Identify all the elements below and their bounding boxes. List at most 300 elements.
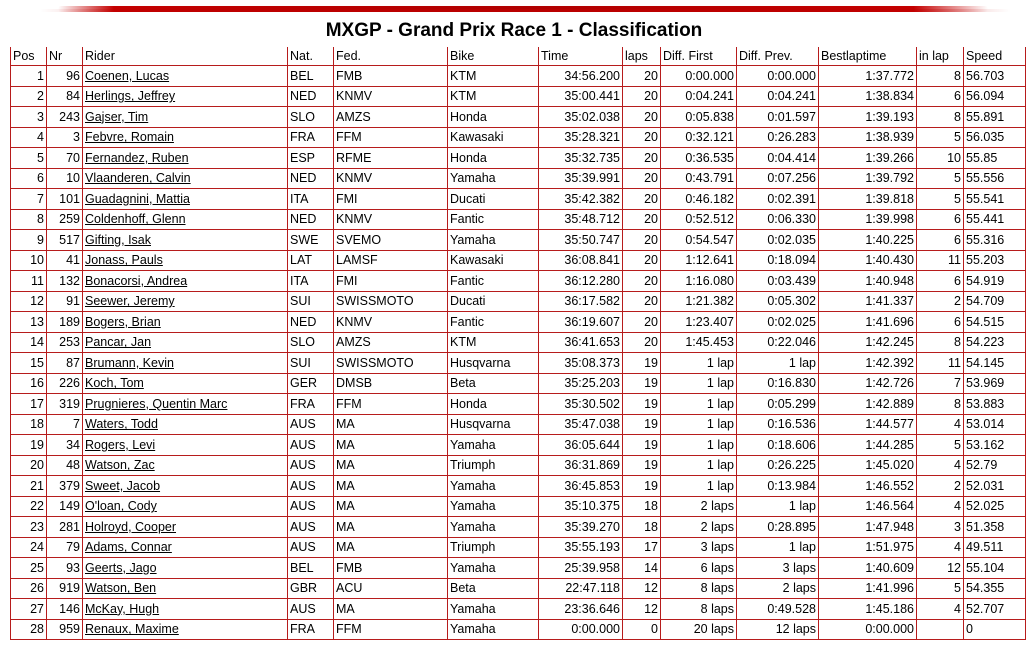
cell-speed: 51.358: [964, 517, 1026, 538]
cell-pos: 25: [11, 558, 47, 579]
cell-laps: 12: [623, 599, 661, 620]
cell-speed: 56.035: [964, 127, 1026, 148]
cell-bestlaptime: 1:51.975: [819, 537, 917, 558]
cell-diff-first: 0:52.512: [661, 209, 737, 230]
cell-nat: FRA: [288, 127, 334, 148]
cell-bestlaptime: 1:42.245: [819, 332, 917, 353]
cell-diff-prev: 0:05.299: [737, 394, 819, 415]
cell-time: 22:47.118: [539, 578, 623, 599]
cell-diff-first: 1:16.080: [661, 271, 737, 292]
cell-time: 23:36.646: [539, 599, 623, 620]
table-row: [11, 599, 1026, 620]
cell-diff-first: 6 laps: [661, 558, 737, 579]
cell-speed: 53.883: [964, 394, 1026, 415]
cell-pos: 14: [11, 332, 47, 353]
cell-speed: 55.441: [964, 209, 1026, 230]
rider-link[interactable]: Brumann, Kevin: [85, 355, 174, 370]
rider-link[interactable]: Renaux, Maxime: [85, 622, 179, 637]
cell-speed: 0: [964, 619, 1026, 640]
table-row: [11, 455, 1026, 476]
cell-diff-prev: 1 lap: [737, 537, 819, 558]
cell-fed: AMZS: [334, 332, 448, 353]
cell-diff-first: 1 lap: [661, 373, 737, 394]
cell-speed: 53.969: [964, 373, 1026, 394]
cell-diff-prev: 0:01.597: [737, 107, 819, 128]
header-brush-stroke: [0, 0, 1028, 14]
cell-fed: FFM: [334, 394, 448, 415]
cell-diff-first: 0:32.121: [661, 127, 737, 148]
cell-rider[interactable]: [83, 435, 288, 456]
cell-rider[interactable]: [83, 230, 288, 251]
cell-nr: 146: [47, 599, 83, 620]
col-header-bike: Bike: [448, 47, 539, 66]
cell-in-lap: 5: [917, 127, 964, 148]
cell-rider[interactable]: [83, 455, 288, 476]
cell-laps: 20: [623, 209, 661, 230]
cell-fed: SWISSMOTO: [334, 291, 448, 312]
rider-link[interactable]: Gajser, Tim: [85, 109, 149, 124]
cell-in-lap: 2: [917, 291, 964, 312]
col-header-diff-prev: Diff. Prev.: [737, 47, 819, 66]
cell-pos: 4: [11, 127, 47, 148]
table-row: [11, 271, 1026, 292]
table-row: [11, 250, 1026, 271]
cell-diff-prev: 1 lap: [737, 496, 819, 517]
cell-laps: 19: [623, 414, 661, 435]
cell-laps: 20: [623, 271, 661, 292]
cell-diff-prev: 0:26.225: [737, 455, 819, 476]
cell-laps: 20: [623, 86, 661, 107]
cell-nr: 93: [47, 558, 83, 579]
cell-time: 36:19.607: [539, 312, 623, 333]
rider-link[interactable]: Watson, Zac: [85, 458, 155, 473]
rider-link[interactable]: McKay, Hugh: [85, 601, 160, 616]
cell-nr: 919: [47, 578, 83, 599]
cell-pos: 28: [11, 619, 47, 640]
cell-fed: MA: [334, 496, 448, 517]
cell-diff-first: 3 laps: [661, 537, 737, 558]
cell-rider[interactable]: [83, 66, 288, 87]
cell-speed: 53.014: [964, 414, 1026, 435]
cell-bike: Yamaha: [448, 168, 539, 189]
cell-bestlaptime: 1:46.552: [819, 476, 917, 497]
rider-link[interactable]: Seewer, Jeremy: [85, 294, 175, 309]
cell-bike: Fantic: [448, 271, 539, 292]
table-row: [11, 373, 1026, 394]
cell-nr: 132: [47, 271, 83, 292]
cell-pos: 5: [11, 148, 47, 169]
col-header-rider: Rider: [83, 47, 288, 66]
rider-link[interactable]: Coenen, Lucas: [85, 68, 170, 83]
cell-nat: SUI: [288, 353, 334, 374]
cell-pos: 2: [11, 86, 47, 107]
cell-laps: 20: [623, 291, 661, 312]
cell-diff-prev: 0:06.330: [737, 209, 819, 230]
cell-nr: 34: [47, 435, 83, 456]
cell-speed: 56.703: [964, 66, 1026, 87]
col-header-nat: Nat.: [288, 47, 334, 66]
cell-nr: 41: [47, 250, 83, 271]
cell-rider[interactable]: [83, 250, 288, 271]
cell-speed: 55.203: [964, 250, 1026, 271]
rider-link[interactable]: Sweet, Jacob: [85, 478, 161, 493]
cell-diff-prev: 0:07.256: [737, 168, 819, 189]
cell-nr: 48: [47, 455, 83, 476]
table-row: [11, 312, 1026, 333]
cell-fed: MA: [334, 537, 448, 558]
rider-link[interactable]: Adams, Connar: [85, 540, 172, 555]
cell-time: 0:00.000: [539, 619, 623, 640]
cell-time: 36:31.869: [539, 455, 623, 476]
cell-diff-first: 2 laps: [661, 496, 737, 517]
cell-fed: KNMV: [334, 168, 448, 189]
table-row: [11, 86, 1026, 107]
cell-rider[interactable]: [83, 558, 288, 579]
cell-speed: 52.79: [964, 455, 1026, 476]
cell-diff-first: 1 lap: [661, 435, 737, 456]
cell-bestlaptime: 1:40.225: [819, 230, 917, 251]
cell-in-lap: 10: [917, 148, 964, 169]
rider-link[interactable]: Koch, Tom: [85, 376, 144, 391]
cell-bike: Triumph: [448, 455, 539, 476]
cell-pos: 16: [11, 373, 47, 394]
cell-nat: ITA: [288, 189, 334, 210]
cell-laps: 20: [623, 230, 661, 251]
cell-diff-prev: 2 laps: [737, 578, 819, 599]
cell-nat: BEL: [288, 66, 334, 87]
cell-nr: 379: [47, 476, 83, 497]
cell-in-lap: 4: [917, 496, 964, 517]
rider-link[interactable]: Bonacorsi, Andrea: [85, 273, 188, 288]
cell-diff-prev: 0:26.283: [737, 127, 819, 148]
rider-link[interactable]: Guadagnini, Mattia: [85, 191, 190, 206]
cell-in-lap: 5: [917, 578, 964, 599]
cell-diff-first: 1 lap: [661, 353, 737, 374]
cell-bike: KTM: [448, 66, 539, 87]
cell-diff-first: 1 lap: [661, 455, 737, 476]
cell-speed: 54.515: [964, 312, 1026, 333]
cell-diff-prev: 0:00.000: [737, 66, 819, 87]
cell-fed: MA: [334, 455, 448, 476]
rider-link[interactable]: O'loan, Cody: [85, 499, 157, 514]
rider-link[interactable]: Rogers, Levi: [85, 437, 156, 452]
table-row: [11, 537, 1026, 558]
cell-laps: 20: [623, 332, 661, 353]
cell-nr: 517: [47, 230, 83, 251]
table-row: [11, 414, 1026, 435]
cell-diff-first: 0:36.535: [661, 148, 737, 169]
cell-laps: 20: [623, 107, 661, 128]
cell-bestlaptime: 1:46.564: [819, 496, 917, 517]
cell-diff-prev: 0:02.025: [737, 312, 819, 333]
cell-laps: 20: [623, 189, 661, 210]
cell-diff-first: 1:21.382: [661, 291, 737, 312]
cell-nat: AUS: [288, 435, 334, 456]
cell-bike: KTM: [448, 86, 539, 107]
table-row: [11, 496, 1026, 517]
rider-link[interactable]: Fernandez, Ruben: [85, 150, 189, 165]
cell-diff-prev: 0:04.241: [737, 86, 819, 107]
rider-link[interactable]: Waters, Todd: [85, 417, 158, 432]
cell-time: 34:56.200: [539, 66, 623, 87]
cell-fed: FFM: [334, 619, 448, 640]
cell-in-lap: 4: [917, 537, 964, 558]
cell-nat: FRA: [288, 394, 334, 415]
cell-pos: 26: [11, 578, 47, 599]
rider-link[interactable]: Coldenhoff, Glenn: [85, 212, 186, 227]
cell-pos: 20: [11, 455, 47, 476]
table-row: [11, 578, 1026, 599]
cell-pos: 24: [11, 537, 47, 558]
cell-nr: 319: [47, 394, 83, 415]
table-row: [11, 558, 1026, 579]
cell-nr: 243: [47, 107, 83, 128]
cell-pos: 22: [11, 496, 47, 517]
cell-pos: 7: [11, 189, 47, 210]
cell-diff-first: 0:54.547: [661, 230, 737, 251]
table-row: [11, 230, 1026, 251]
cell-laps: 20: [623, 312, 661, 333]
cell-rider[interactable]: [83, 517, 288, 538]
cell-rider[interactable]: [83, 476, 288, 497]
cell-bestlaptime: 1:40.948: [819, 271, 917, 292]
rider-link[interactable]: Herlings, Jeffrey: [85, 89, 176, 104]
table-row: [11, 189, 1026, 210]
cell-bestlaptime: 1:39.818: [819, 189, 917, 210]
cell-rider[interactable]: [83, 578, 288, 599]
cell-in-lap: 7: [917, 373, 964, 394]
cell-bike: Honda: [448, 107, 539, 128]
cell-in-lap: 6: [917, 209, 964, 230]
cell-nr: 259: [47, 209, 83, 230]
cell-bestlaptime: 1:41.696: [819, 312, 917, 333]
cell-rider[interactable]: [83, 394, 288, 415]
cell-pos: 1: [11, 66, 47, 87]
cell-rider[interactable]: [83, 271, 288, 292]
cell-nat: ITA: [288, 271, 334, 292]
cell-diff-first: 0:05.838: [661, 107, 737, 128]
cell-nr: 226: [47, 373, 83, 394]
cell-in-lap: 3: [917, 517, 964, 538]
cell-rider[interactable]: [83, 189, 288, 210]
cell-in-lap: 6: [917, 312, 964, 333]
rider-link[interactable]: Gifting, Isak: [85, 232, 151, 247]
cell-rider[interactable]: [83, 599, 288, 620]
cell-bike: Triumph: [448, 537, 539, 558]
cell-speed: 54.709: [964, 291, 1026, 312]
cell-bestlaptime: 1:44.577: [819, 414, 917, 435]
cell-time: 36:17.582: [539, 291, 623, 312]
cell-laps: 20: [623, 66, 661, 87]
cell-bike: Fantic: [448, 209, 539, 230]
cell-in-lap: 8: [917, 107, 964, 128]
cell-bike: Yamaha: [448, 619, 539, 640]
cell-bestlaptime: 1:42.726: [819, 373, 917, 394]
cell-in-lap: 6: [917, 230, 964, 251]
cell-time: 35:47.038: [539, 414, 623, 435]
cell-rider[interactable]: [83, 107, 288, 128]
cell-bike: Honda: [448, 394, 539, 415]
cell-diff-first: 1:12.641: [661, 250, 737, 271]
cell-pos: 18: [11, 414, 47, 435]
cell-bike: Yamaha: [448, 599, 539, 620]
cell-nr: 959: [47, 619, 83, 640]
cell-rider[interactable]: [83, 332, 288, 353]
cell-bike: Husqvarna: [448, 414, 539, 435]
cell-diff-first: 2 laps: [661, 517, 737, 538]
cell-time: 36:45.853: [539, 476, 623, 497]
cell-bike: Yamaha: [448, 517, 539, 538]
col-header-diff-first: Diff. First: [661, 47, 737, 66]
cell-diff-prev: 0:16.830: [737, 373, 819, 394]
cell-nr: 281: [47, 517, 83, 538]
table-row: [11, 394, 1026, 415]
cell-laps: 19: [623, 455, 661, 476]
cell-laps: 20: [623, 168, 661, 189]
cell-time: 35:32.735: [539, 148, 623, 169]
table-row: [11, 476, 1026, 497]
cell-rider[interactable]: [83, 414, 288, 435]
cell-speed: 52.707: [964, 599, 1026, 620]
cell-laps: 18: [623, 517, 661, 538]
cell-nat: AUS: [288, 537, 334, 558]
cell-nr: 84: [47, 86, 83, 107]
cell-time: 35:08.373: [539, 353, 623, 374]
cell-fed: MA: [334, 599, 448, 620]
cell-time: 35:02.038: [539, 107, 623, 128]
cell-speed: 49.511: [964, 537, 1026, 558]
cell-fed: MA: [334, 476, 448, 497]
cell-fed: DMSB: [334, 373, 448, 394]
table-row: [11, 127, 1026, 148]
cell-pos: 21: [11, 476, 47, 497]
cell-diff-prev: 0:28.895: [737, 517, 819, 538]
cell-speed: 55.891: [964, 107, 1026, 128]
cell-diff-prev: 0:22.046: [737, 332, 819, 353]
cell-fed: KNMV: [334, 312, 448, 333]
cell-time: 35:39.991: [539, 168, 623, 189]
cell-nat: AUS: [288, 599, 334, 620]
rider-link[interactable]: Geerts, Jago: [85, 560, 157, 575]
cell-speed: 55.316: [964, 230, 1026, 251]
cell-time: 35:28.321: [539, 127, 623, 148]
cell-diff-prev: 1 lap: [737, 353, 819, 374]
cell-time: 35:55.193: [539, 537, 623, 558]
cell-laps: 20: [623, 250, 661, 271]
cell-time: 35:25.203: [539, 373, 623, 394]
cell-nr: 79: [47, 537, 83, 558]
cell-rider[interactable]: [83, 168, 288, 189]
table-row: [11, 353, 1026, 374]
cell-diff-first: 0:04.241: [661, 86, 737, 107]
cell-speed: 55.85: [964, 148, 1026, 169]
cell-diff-prev: 12 laps: [737, 619, 819, 640]
rider-link[interactable]: Holroyd, Cooper: [85, 519, 177, 534]
cell-rider[interactable]: [83, 86, 288, 107]
cell-bestlaptime: 1:41.337: [819, 291, 917, 312]
rider-link[interactable]: Pancar, Jan: [85, 335, 152, 350]
cell-fed: FMI: [334, 271, 448, 292]
cell-nat: AUS: [288, 496, 334, 517]
rider-link[interactable]: Prugnieres, Quentin Marc: [85, 396, 228, 411]
cell-rider[interactable]: [83, 291, 288, 312]
cell-pos: 23: [11, 517, 47, 538]
cell-nr: 189: [47, 312, 83, 333]
cell-bike: Beta: [448, 578, 539, 599]
cell-time: 36:12.280: [539, 271, 623, 292]
cell-time: 35:30.502: [539, 394, 623, 415]
cell-pos: 15: [11, 353, 47, 374]
cell-bike: Yamaha: [448, 435, 539, 456]
cell-bike: Kawasaki: [448, 127, 539, 148]
table-row: [11, 209, 1026, 230]
cell-nr: 87: [47, 353, 83, 374]
table-row: [11, 291, 1026, 312]
cell-laps: 20: [623, 148, 661, 169]
cell-rider[interactable]: [83, 537, 288, 558]
cell-diff-first: 0:43.791: [661, 168, 737, 189]
table-row: [11, 517, 1026, 538]
cell-rider[interactable]: [83, 496, 288, 517]
cell-speed: 52.025: [964, 496, 1026, 517]
cell-nat: ESP: [288, 148, 334, 169]
cell-in-lap: 2: [917, 476, 964, 497]
cell-pos: 27: [11, 599, 47, 620]
cell-laps: 19: [623, 353, 661, 374]
cell-bike: Kawasaki: [448, 250, 539, 271]
cell-rider[interactable]: [83, 127, 288, 148]
cell-speed: 54.145: [964, 353, 1026, 374]
rider-link[interactable]: Watson, Ben: [85, 581, 157, 596]
col-header-pos: Pos: [11, 47, 47, 66]
col-header-time: Time: [539, 47, 623, 66]
cell-diff-first: 1:23.407: [661, 312, 737, 333]
table-row: [11, 107, 1026, 128]
cell-rider[interactable]: [83, 373, 288, 394]
cell-diff-prev: 0:03.439: [737, 271, 819, 292]
cell-diff-prev: 0:16.536: [737, 414, 819, 435]
cell-nat: AUS: [288, 455, 334, 476]
cell-rider[interactable]: [83, 353, 288, 374]
cell-time: 36:05.644: [539, 435, 623, 456]
cell-fed: RFME: [334, 148, 448, 169]
cell-time: 25:39.958: [539, 558, 623, 579]
classification-table: [10, 47, 1026, 640]
cell-pos: 13: [11, 312, 47, 333]
cell-bestlaptime: 1:37.772: [819, 66, 917, 87]
cell-nr: 253: [47, 332, 83, 353]
table-row: [11, 148, 1026, 169]
cell-nat: NED: [288, 209, 334, 230]
cell-pos: 3: [11, 107, 47, 128]
cell-nr: 96: [47, 66, 83, 87]
cell-laps: 14: [623, 558, 661, 579]
cell-nat: NED: [288, 168, 334, 189]
cell-fed: ACU: [334, 578, 448, 599]
cell-bestlaptime: 1:42.392: [819, 353, 917, 374]
rider-link[interactable]: Bogers, Brian: [85, 314, 161, 329]
rider-link[interactable]: Jonass, Pauls: [85, 253, 163, 268]
rider-link[interactable]: Febvre, Romain: [85, 130, 174, 145]
cell-in-lap: 5: [917, 189, 964, 210]
cell-pos: 19: [11, 435, 47, 456]
rider-link[interactable]: Vlaanderen, Calvin: [85, 171, 191, 186]
cell-rider[interactable]: [83, 312, 288, 333]
cell-laps: 19: [623, 476, 661, 497]
cell-rider[interactable]: [83, 148, 288, 169]
cell-rider[interactable]: [83, 209, 288, 230]
cell-rider[interactable]: [83, 619, 288, 640]
